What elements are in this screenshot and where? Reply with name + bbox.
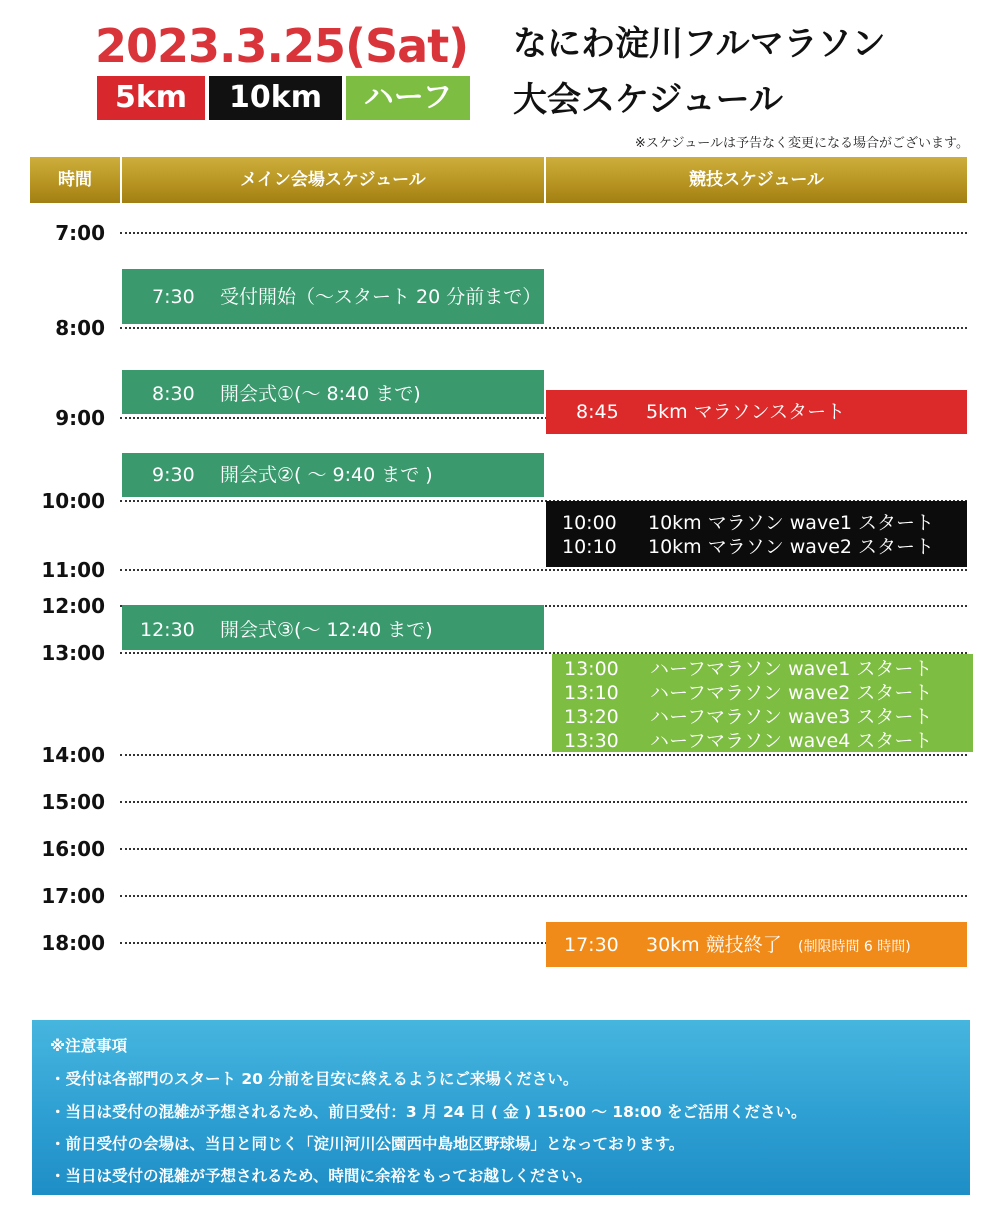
event-title: なにわ淀川フルマラソン (513, 24, 886, 64)
event-text: 開会式②( 〜 9:40 まで ) (220, 464, 433, 486)
time-label: 9:00 (55, 406, 105, 430)
event-time: 10:00 (562, 512, 617, 534)
event-time: 13:20 (564, 706, 619, 728)
event-text: ハーフマラソン wave3 スタート (650, 706, 933, 728)
event-text: 10km マラソン wave1 スタート (648, 512, 935, 534)
event-text: 開会式①(〜 8:40 まで) (220, 383, 421, 405)
time-divider (120, 569, 967, 571)
time-label: 14:00 (41, 743, 105, 767)
race-event-10km (546, 501, 967, 567)
main-event-ceremony-2 (122, 453, 544, 497)
event-date: 2023.3.25(Sat) (95, 19, 469, 73)
event-text: 5km マラソンスタート (646, 401, 846, 423)
time-divider (120, 895, 967, 897)
time-divider (120, 848, 967, 850)
time-label: 13:00 (41, 641, 105, 665)
badge-10km: 10km (209, 76, 342, 120)
note-item: ・前日受付の会場は、当日と同じく「淀川河川公園西中島地区野球場」となっております。 (50, 1135, 685, 1153)
event-text: 受付開始（〜スタート 20 分前まで） (220, 286, 542, 308)
event-time: 9:30 (152, 464, 195, 486)
event-time: 17:30 (564, 934, 619, 956)
event-time: 10:10 (562, 536, 617, 558)
event-text: 30km 競技終了 (646, 934, 782, 956)
note-item: ・受付は各部門のスタート 20 分前を目安に終えるようにご来場ください。 (50, 1070, 579, 1088)
main-event-ceremony-1 (122, 370, 544, 414)
event-time: 8:30 (152, 383, 195, 405)
time-divider (120, 232, 967, 234)
time-label: 12:00 (41, 594, 105, 618)
time-label: 10:00 (41, 489, 105, 513)
event-time: 13:00 (564, 658, 619, 680)
time-label: 17:00 (41, 884, 105, 908)
event-time: 12:30 (140, 619, 195, 641)
event-text: 10km マラソン wave2 スタート (648, 536, 935, 558)
notes-box (32, 1020, 970, 1195)
event-time: 8:45 (576, 401, 619, 423)
main-event-reception (122, 269, 544, 324)
column-header-time: 時間 (30, 157, 120, 203)
change-notice: ※スケジュールは予告なく変更になる場合がございます。 (634, 136, 969, 151)
schedule-title: 大会スケジュール (513, 80, 783, 120)
event-text: ハーフマラソン wave2 スタート (650, 682, 933, 704)
time-divider (120, 327, 967, 329)
event-note: (制限時間 6 時間) (798, 939, 911, 955)
race-event-5km (546, 390, 967, 434)
event-text: 開会式③(〜 12:40 まで) (220, 619, 433, 641)
notes-title: ※注意事項 (50, 1037, 128, 1055)
badge-half: ハーフ (346, 76, 470, 120)
time-label: 16:00 (41, 837, 105, 861)
race-event-end (546, 922, 967, 967)
note-item: ・当日は受付の混雑が予想されるため、時間に余裕をもってお越しください。 (50, 1167, 592, 1185)
time-label: 15:00 (41, 790, 105, 814)
time-label: 7:00 (55, 221, 105, 245)
time-divider (120, 801, 967, 803)
time-label: 11:00 (41, 558, 105, 582)
event-time: 13:10 (564, 682, 619, 704)
time-divider (120, 754, 967, 756)
note-item: ・当日は受付の混雑が予想されるため、前日受付：3 月 24 日 ( 金 ) 15:00 〜 18:00 をご活用ください。 (50, 1103, 807, 1121)
column-header-race: 競技スケジュール (546, 157, 967, 203)
column-header-main: メイン会場スケジュール (122, 157, 544, 203)
event-text: ハーフマラソン wave4 スタート (650, 730, 933, 752)
event-time: 7:30 (152, 286, 195, 308)
event-time: 13:30 (564, 730, 619, 752)
time-label: 18:00 (41, 931, 105, 955)
event-text: ハーフマラソン wave1 スタート (650, 658, 933, 680)
badge-5km: 5km (97, 76, 205, 120)
time-label: 8:00 (55, 316, 105, 340)
main-event-ceremony-3 (122, 605, 544, 650)
race-event-half (552, 654, 973, 752)
